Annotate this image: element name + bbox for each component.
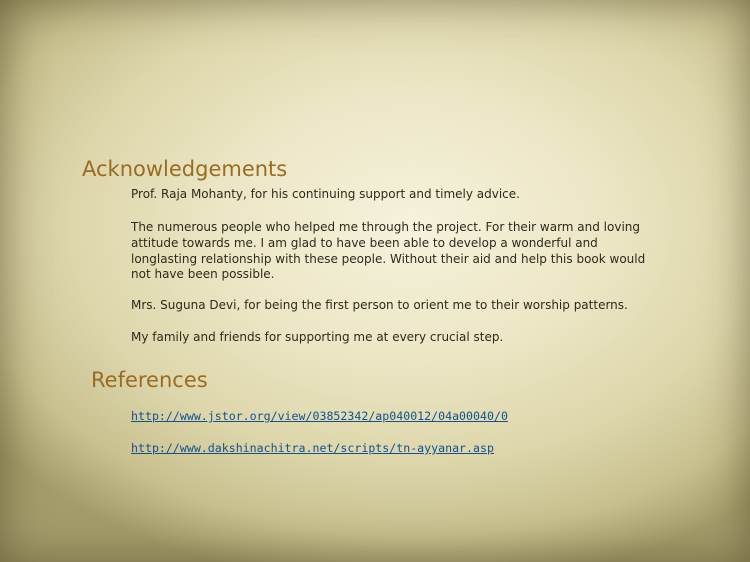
acknowledgement-paragraph: Mrs. Suguna Devi, for being the first person to orient me to their worship patterns. xyxy=(131,298,628,312)
acknowledgements-heading: Acknowledgements xyxy=(82,157,288,181)
reference-link-jstor[interactable]: http://www.jstor.org/view/03852342/ap040012/04a00040/0 xyxy=(131,409,508,423)
acknowledgement-paragraph: My family and friends for supporting me at every crucial step. xyxy=(131,330,504,344)
acknowledgement-paragraph: The numerous people who helped me through the project. For their warm and loving attitude towards me. I am glad to have been able to develop a wonderful and longlasting relationship with these people. Without their aid and help this book would not have been possible. xyxy=(131,220,646,282)
references-heading: References xyxy=(91,368,208,392)
acknowledgement-paragraph: Prof. Raja Mohanty, for his continuing support and timely advice. xyxy=(131,187,520,201)
reference-link-dakshinachitra[interactable]: http://www.dakshinachitra.net/scripts/tn-ayyanar.asp xyxy=(131,441,494,455)
